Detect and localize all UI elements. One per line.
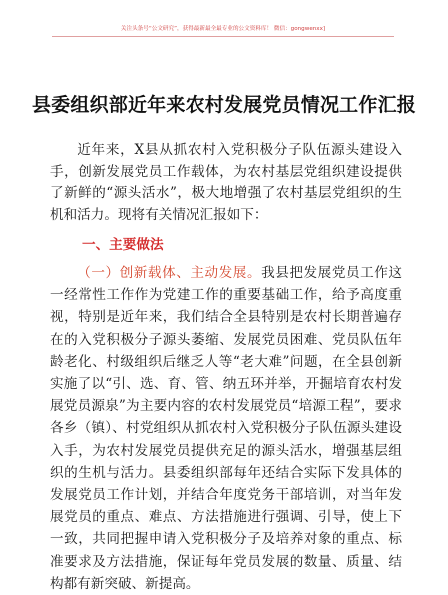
body-paragraph: [50, 262, 402, 595]
section-heading: 一、主要做法: [82, 237, 164, 253]
subheading: （一）创新载体、主动发展。: [77, 265, 262, 281]
intro-paragraph: 近年来，X县从抓农村入党积极分子队伍源头建设入手，创新发展党员工作载体，为农村基层党组织建设提供了新鲜的“源头活水”，极大地增强了农村基层党组织的生机和活力。现将有关情况汇报如下：: [50, 142, 402, 223]
banner-text: 关注头条号“公文研究”，获得最新最全最专业的公文资料库！ 微信：gongwenxx]: [120, 26, 326, 32]
body-text: 我县把发展党员工作这一经常性工作作为党建工作的重要基础工作，给予高度重视，特别是近年来，我们结合全县特别是农村长期普遍存在的入党积极分子源头萎缩、发展党员困难、党员队伍年龄老化、村级组织后继乏人等“老大难”问题，在全县创新实施了以“引、选、育、管、纳五环并举，开掘培育农村发展党员源泉”为主要内容的农村发展党员“培源工程”，要求各乡（镇）、村党组织从抓农村入党积极分子队伍源头建设入手，为农村发展党员提供充足的源头活水，增强基层组织的生机与活力。县委组织部每年还结合实际下发具体的发展党员工作计划，并结合年度党务干部培训，对当年发展党员的重点、难点、方法措施进行强调、引导，使上下一致，共同把握申请入党积极分子及培养对象的重点、标准要求及方法措施，保证每年党员发展的数量、质量、结构都有新突破、新提高。: [50, 265, 403, 592]
top-banner: [52, 22, 394, 37]
document-title: 县委组织部近年来农村发展党员情况工作汇报: [31, 94, 416, 116]
